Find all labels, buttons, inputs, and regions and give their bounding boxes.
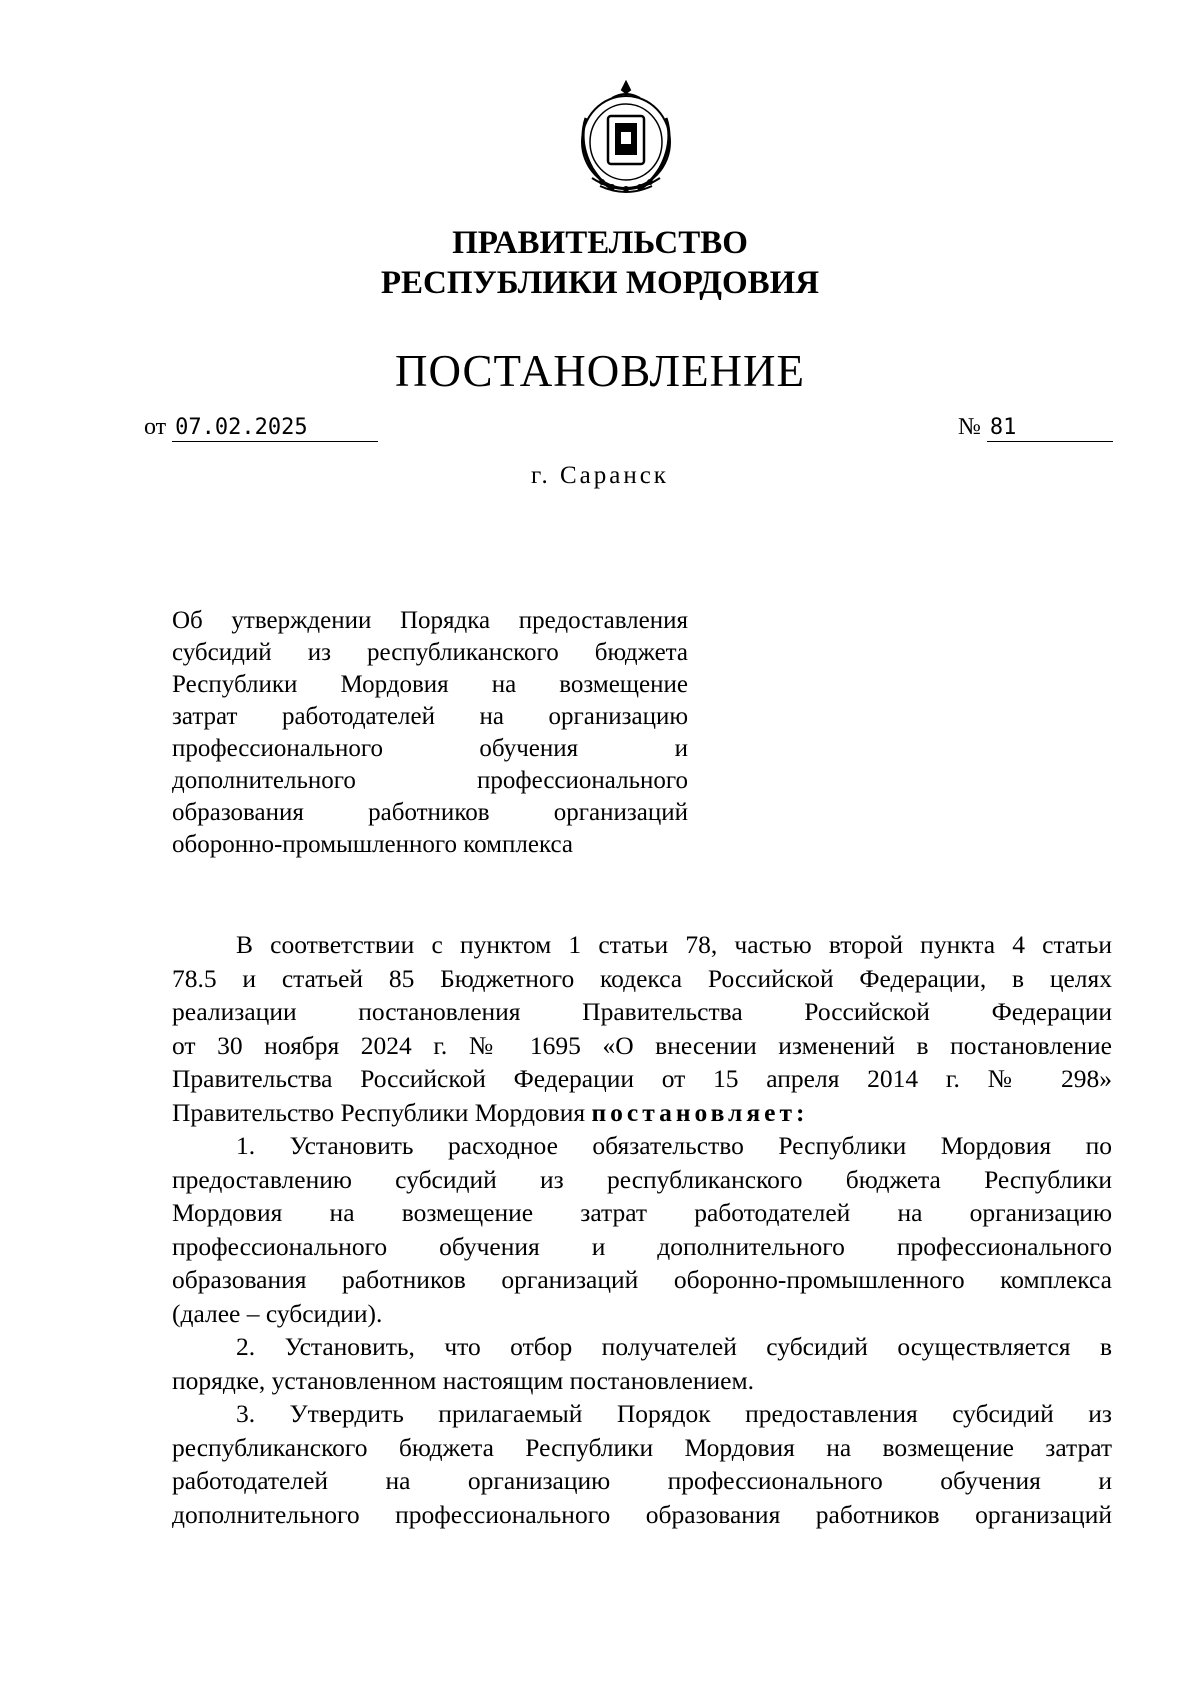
republic-title: РЕСПУБЛИКИ МОРДОВИЯ [380, 265, 820, 301]
document-date: 07.02.2025 [172, 415, 378, 442]
city: г. Саранск [531, 462, 669, 489]
number-line [958, 414, 1113, 442]
preamble-line: В соответствии с пунктом 1 статьи 78, частью второй пункта 4 статьи [236, 930, 1112, 959]
preamble-line: от 30 ноября 2024 г. № 1695 «О внесении изменений в постановление [172, 1030, 1112, 1060]
subject-line: субсидий из республиканского бюджета [172, 639, 688, 666]
subject-line: образования работников организаций [172, 799, 688, 826]
date-label: от [144, 414, 167, 440]
item-2-line: порядке, установленном настоящим постановлением. [172, 1365, 754, 1395]
preamble-last-text: Правительство Республики Мордовия [172, 1097, 586, 1127]
subject-line: Об утверждении Порядка предоставления [172, 607, 688, 634]
document-body [172, 928, 1112, 1531]
date-line [144, 414, 378, 442]
preamble-line: Правительства Российской Федерации от 15 апреля 2014 г. № 298» [172, 1064, 1112, 1093]
preamble-line: реализации постановления Правительства Российской Федерации [172, 997, 1112, 1026]
document-number: 81 [987, 415, 1113, 442]
subject-line: профессионального обучения и [172, 735, 688, 762]
government-title: ПРАВИТЕЛЬСТВО [452, 225, 748, 261]
preamble-line: 78.5 и статьей 85 Бюджетного кодекса Российской Федерации, в целях [172, 963, 1112, 993]
item-1-line: предоставлению субсидий из республиканского бюджета Республики [172, 1164, 1112, 1194]
coat-of-arms-icon [572, 78, 680, 202]
item-1-line: профессионального обучения и дополнительного профессионального [172, 1231, 1112, 1261]
item-3-line: работодателей на организацию профессионального обучения и [172, 1466, 1112, 1495]
subject-line: оборонно-промышленного комплекса [172, 831, 573, 858]
item-1-line: 1. Установить расходное обязательство Республики Мордовия по [236, 1131, 1112, 1160]
item-3-line: дополнительного профессионального образования работников организаций [172, 1499, 1112, 1529]
item-1-line: (далее – субсидии). [172, 1298, 383, 1328]
resolves-word: постановляет: [591, 1097, 809, 1127]
subject-line: дополнительного профессионального [172, 767, 688, 794]
document-type: ПОСТАНОВЛЕНИЕ [394, 346, 806, 396]
subject-line: затрат работодателей на организацию [172, 703, 688, 730]
item-1-line: образования работников организаций оборонно-промышленного комплекса [172, 1265, 1112, 1294]
item-2-line: 2. Установить, что отбор получателей субсидий осуществляется в [236, 1332, 1112, 1361]
document-subject [172, 605, 688, 861]
number-label: № [958, 414, 981, 440]
preamble-last-line [172, 1096, 1112, 1130]
item-3-line: 3. Утвердить прилагаемый Порядок предоставления субсидий из [236, 1399, 1112, 1428]
subject-line: Республики Мордовия на возмещение [172, 671, 688, 698]
item-1-line: Мордовия на возмещение затрат работодателей на организацию [172, 1198, 1112, 1227]
item-3-line: республиканского бюджета Республики Мордовия на возмещение затрат [172, 1432, 1112, 1462]
